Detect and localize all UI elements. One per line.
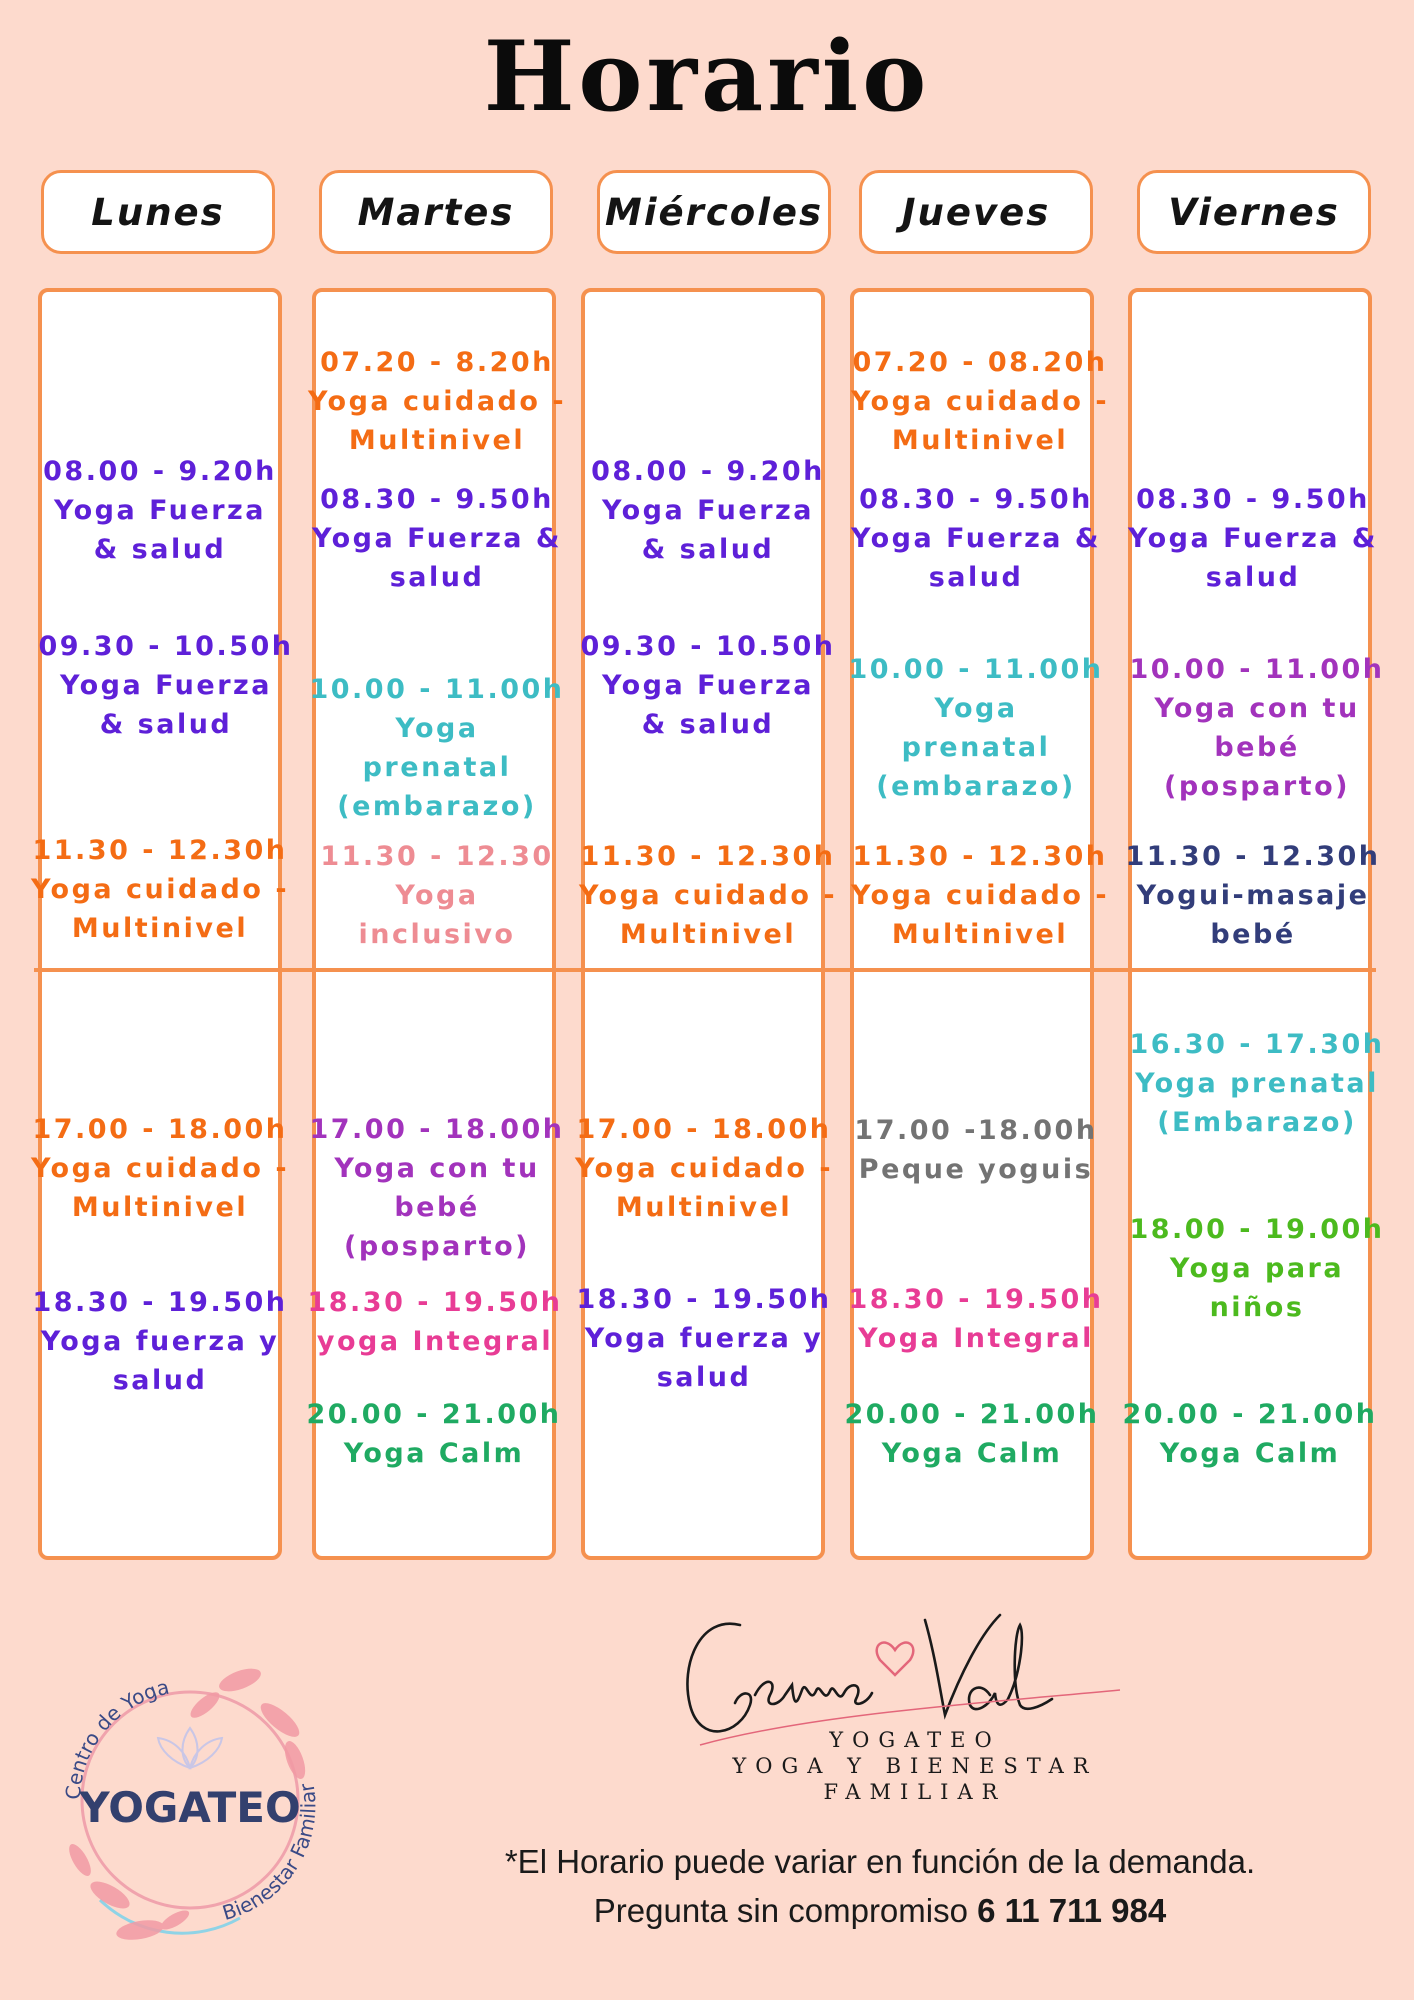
class-slot — [846, 480, 1106, 597]
class-name: Yoga Fuerza — [602, 670, 814, 701]
class-slot — [578, 452, 838, 569]
class-name: Yoga cuidado - — [578, 880, 838, 911]
class-name: Yoga para — [1169, 1253, 1345, 1284]
class-name: Yoga cuidado - — [574, 1153, 834, 1184]
class-name: Multinivel — [615, 1192, 793, 1223]
class-name: Yoga — [395, 713, 479, 744]
class-slot — [30, 831, 290, 948]
class-slot — [30, 1110, 290, 1227]
class-name: Yoga Calm — [881, 1438, 1063, 1469]
class-slot — [30, 452, 290, 569]
class-slot — [307, 480, 567, 597]
class-time: 08.00 - 9.20h — [591, 456, 825, 487]
class-slot — [850, 837, 1110, 954]
class-time: 18.30 - 19.50h — [32, 1287, 288, 1318]
class-name: Yoga Fuerza — [602, 495, 814, 526]
brand-line-3: FAMILIAR — [823, 1780, 1007, 1804]
class-slot — [30, 1283, 290, 1400]
class-name: Yoga con tu — [334, 1153, 540, 1184]
class-name: prenatal — [901, 732, 1051, 763]
class-name: Yoga prenatal — [1135, 1068, 1379, 1099]
class-time: 08.00 - 9.20h — [43, 456, 277, 487]
morning-afternoon-divider — [34, 968, 1376, 972]
class-name: Yoga fuerza y — [40, 1326, 280, 1357]
logo-top-arc-text: Centro de Yoga — [60, 1674, 172, 1801]
class-name: Multinivel — [619, 919, 797, 950]
class-time: 09.30 - 10.50h — [38, 631, 294, 662]
class-slot — [304, 1395, 564, 1473]
class-slot — [307, 837, 567, 954]
class-name: Multinivel — [891, 425, 1069, 456]
class-name: salud — [112, 1365, 208, 1396]
class-time: 08.30 - 9.50h — [320, 484, 554, 515]
class-time: 20.00 - 21.00h — [306, 1399, 562, 1430]
class-time: 16.30 - 17.30h — [1129, 1029, 1385, 1060]
day-header-jueves: Jueves — [859, 170, 1093, 254]
class-name: inclusivo — [358, 919, 516, 950]
class-time: 17.00 -18.00h — [854, 1115, 1098, 1146]
class-slot — [307, 343, 567, 460]
class-time: 07.20 - 8.20h — [320, 347, 554, 378]
class-name: Yoga Fuerza — [60, 670, 272, 701]
class-name: Yoga cuidado - — [30, 1153, 290, 1184]
class-time: 09.30 - 10.50h — [580, 631, 836, 662]
class-name: Yoga cuidado - — [850, 386, 1110, 417]
class-slot — [1127, 1210, 1387, 1327]
class-name: niños — [1209, 1292, 1305, 1323]
class-name: Yoga — [395, 880, 479, 911]
class-time: 20.00 - 21.00h — [1122, 1399, 1378, 1430]
logo-name: YOGATEO — [79, 1783, 301, 1832]
class-name: & salud — [641, 534, 775, 565]
class-slot — [846, 1280, 1106, 1358]
class-name: bebé — [394, 1192, 480, 1223]
class-slot — [1123, 837, 1383, 954]
class-time: 18.30 - 19.50h — [307, 1287, 563, 1318]
day-header-viernes: Viernes — [1137, 170, 1371, 254]
class-slot — [578, 627, 838, 744]
class-slot — [1127, 650, 1387, 806]
class-name: Multinivel — [71, 913, 249, 944]
class-name: Yoga Calm — [1159, 1438, 1341, 1469]
class-name: salud — [656, 1362, 752, 1393]
contact-line — [440, 1892, 1320, 1930]
class-time: 20.00 - 21.00h — [844, 1399, 1100, 1430]
class-slot — [1127, 1025, 1387, 1142]
class-slot — [846, 1111, 1106, 1189]
brand-line-1: YOGATEO — [829, 1728, 1001, 1752]
class-time: 08.30 - 9.50h — [859, 484, 1093, 515]
class-slot — [1120, 1395, 1380, 1473]
class-time: 18.00 - 19.00h — [1129, 1214, 1385, 1245]
class-time: 10.00 - 11.00h — [1129, 654, 1385, 685]
page-title: Horario — [483, 20, 931, 133]
class-name: Yoga Fuerza & — [851, 523, 1101, 554]
class-name: Multinivel — [71, 1192, 249, 1223]
class-time: 11.30 - 12.30h — [1125, 841, 1381, 872]
class-slot — [305, 1283, 565, 1361]
class-name: (embarazo) — [876, 771, 1076, 802]
class-slot — [842, 1395, 1102, 1473]
class-slot — [846, 650, 1106, 806]
class-name: (Embarazo) — [1157, 1107, 1357, 1138]
class-name: Yoga Fuerza — [54, 495, 266, 526]
class-slot — [578, 837, 838, 954]
class-time: 08.30 - 9.50h — [1136, 484, 1370, 515]
day-header-lunes: Lunes — [41, 170, 275, 254]
class-name: (posparto) — [1164, 771, 1350, 802]
class-name: Yoga cuidado - — [307, 386, 567, 417]
phone-number[interactable]: 6 11 711 984 — [977, 1892, 1167, 1929]
class-slot — [574, 1110, 834, 1227]
class-name: & salud — [641, 709, 775, 740]
class-name: (posparto) — [344, 1231, 530, 1262]
class-name: bebé — [1210, 919, 1296, 950]
class-time: 10.00 - 11.00h — [848, 654, 1104, 685]
class-name: Yogui-masaje — [1136, 880, 1370, 911]
class-name: & salud — [99, 709, 233, 740]
yogateo-logo — [40, 1650, 340, 1950]
class-slot — [1123, 480, 1383, 597]
heart-icon — [877, 1643, 914, 1675]
class-name: prenatal — [362, 752, 512, 783]
class-time: 17.00 - 18.00h — [32, 1114, 288, 1145]
class-name: salud — [928, 562, 1024, 593]
class-slot — [850, 343, 1110, 460]
class-name: Yoga cuidado - — [850, 880, 1110, 911]
class-time: 11.30 - 12.30h — [580, 841, 836, 872]
class-time: 17.00 - 18.00h — [576, 1114, 832, 1145]
class-name: Yoga fuerza y — [584, 1323, 824, 1354]
class-name: Multinivel — [891, 919, 1069, 950]
class-slot — [307, 670, 567, 826]
class-name: Yoga Fuerza & — [312, 523, 562, 554]
class-name: (embarazo) — [337, 791, 537, 822]
class-name: Yoga Fuerza & — [1128, 523, 1378, 554]
brand-line-2: YOGA Y BIENESTAR — [732, 1754, 1098, 1778]
class-time: 18.30 - 19.50h — [848, 1284, 1104, 1315]
contact-prefix: Pregunta sin compromiso — [593, 1892, 968, 1929]
class-time: 17.00 - 18.00h — [309, 1114, 565, 1145]
class-name: & salud — [93, 534, 227, 565]
day-header-martes: Martes — [319, 170, 553, 254]
day-header-miercoles: Miércoles — [597, 170, 831, 254]
class-name: Yoga Integral — [858, 1323, 1094, 1354]
class-time: 07.20 - 08.20h — [852, 347, 1108, 378]
class-time: 10.00 - 11.00h — [309, 674, 565, 705]
lotus-icon — [158, 1728, 222, 1768]
class-name: Peque yoguis — [858, 1154, 1094, 1185]
class-name: Yoga con tu — [1154, 693, 1360, 724]
class-time: 11.30 - 12.30 — [320, 841, 554, 872]
class-name: bebé — [1214, 732, 1300, 763]
class-name: Yoga — [934, 693, 1018, 724]
class-time: 11.30 - 12.30h — [32, 835, 288, 866]
class-time: 18.30 - 19.50h — [576, 1284, 832, 1315]
class-name: salud — [1205, 562, 1301, 593]
class-name: Multinivel — [348, 425, 526, 456]
class-name: salud — [389, 562, 485, 593]
class-slot — [574, 1280, 834, 1397]
class-name: yoga Integral — [316, 1326, 554, 1357]
class-slot — [36, 627, 296, 744]
class-name: Yoga Calm — [343, 1438, 525, 1469]
schedule-note: *El Horario puede variar en función de la demanda. — [504, 1843, 1256, 1880]
logo-bottom-arc-text: Bienestar Familiar — [219, 1781, 321, 1925]
class-time: 11.30 - 12.30h — [852, 841, 1108, 872]
class-name: Yoga cuidado - — [30, 874, 290, 905]
class-slot — [307, 1110, 567, 1266]
